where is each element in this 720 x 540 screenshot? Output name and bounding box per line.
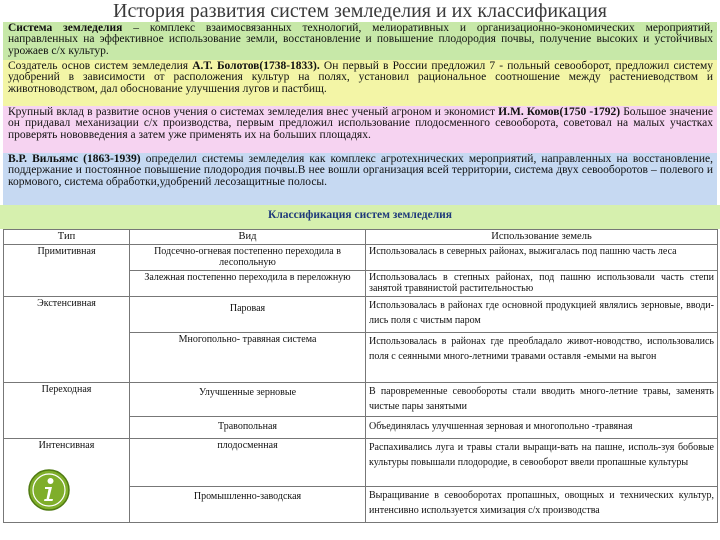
table-row xyxy=(4,297,718,333)
komov-intro: Крупный вклад в развитие основ учения о системах земледелия внес ученый агроном и экономист xyxy=(8,106,499,118)
williams-text: определил системы земледелия как комплекс агротехнических мероприятий, направленных на восстановление, поддержание и постоянное повышение плодородия почвы.В нее вошли организация всей территории, система двух севооборотов – полевого и кормового, система обработки,удобрений лесозащитные полосы. xyxy=(8,153,713,188)
use-cell: Выращивание в севооборотах пропашных, овощных и технических культур, интенсивно используется химизация с/х производства xyxy=(366,487,718,523)
table-row xyxy=(4,245,718,271)
bolotov-name: А.Т. Болотов(1738-1833). xyxy=(192,60,320,72)
komov-name: И.М. Комов(1750 -1792) xyxy=(498,106,621,118)
use-cell: Объединялась улучшенная зерновая и многопольно -травяная xyxy=(366,417,718,439)
definition-block xyxy=(3,22,717,60)
kind-cell: Подсечно-огневая постепенно переходила в лесопольную xyxy=(130,245,366,271)
kind-cell: Залежная постепенно переходила в переложную xyxy=(130,271,366,297)
header-use: Использование земель xyxy=(366,230,718,245)
classification-table-container xyxy=(3,229,717,538)
kind-cell: Улучшенные зерновые xyxy=(130,383,366,417)
table-header-row xyxy=(4,230,718,245)
use-cell: Распахивались луга и травы стали выращи-вать на пашне, исполь-зуя бобовые культуры повышали плодородие, в севооборот ввели пропашные культуры xyxy=(366,439,718,487)
kind-cell: Травопольная xyxy=(130,417,366,439)
classification-title: Классификация систем земледелия xyxy=(0,205,720,229)
type-cell: Переходная xyxy=(4,383,130,439)
page-title: История развития систем земледелия и их классификация xyxy=(113,0,607,22)
kind-cell: Многопольно- травяная система xyxy=(130,333,366,383)
use-cell: Использовалась в районах где преобладало живот-новодство, использовались поля с сеянными много-летними травами оставля -емыми на выгон xyxy=(366,333,718,383)
kind-cell: Промышленно-заводская xyxy=(130,487,366,523)
bolotov-block xyxy=(3,60,717,106)
definition-text: – комплекс взаимосвязанных технологий, мелиоративных и организационно-экономических мероприятий, направленных на эффективное использование земли, восстановление и повышение плодородия почвы, получение высоких и устойчивых урожаев с/х культур. xyxy=(8,22,714,57)
kind-cell: Паровая xyxy=(130,297,366,333)
type-cell: Экстенсивная xyxy=(4,297,130,383)
header-type: Тип xyxy=(4,230,130,245)
type-cell: Интенсивная xyxy=(4,439,130,523)
classification-table xyxy=(3,229,718,523)
bolotov-intro: Создатель основ систем земледелия xyxy=(8,60,193,72)
info-icon xyxy=(28,469,70,511)
bolotov-text: Он первый в России предложил 7 - польный севооборот, предложил систему удобрений в зависимости от расположения культур на полях, установил рациональное соотношение между растениеводством и животноводством, дал обоснование улучшения лугов и пастбищ. xyxy=(8,60,713,95)
komov-block xyxy=(3,106,717,153)
use-cell: Использовалась в районах где основной продукцией являлись зерновые, вводи-лись поля с чистым паром xyxy=(366,297,718,333)
use-cell: Использовалась в северных районах, выжигалась под пашню часть леса xyxy=(366,245,718,271)
komov-text: Большое значение он придавал механизации с/х производства, первым предложил использование плодосменного севооборота, советовал на малых участках проверять нововведения а затем уже применять их на больших площадях. xyxy=(8,106,713,141)
use-cell: В паровременные севообороты стали вводить много-летние травы, заменять чистые пары занятыми xyxy=(366,383,718,417)
table-row xyxy=(4,383,718,417)
header-kind: Вид xyxy=(130,230,366,245)
williams-block xyxy=(3,153,717,205)
table-row xyxy=(4,439,718,487)
williams-name: В.Р. Вильямс (1863-1939) xyxy=(8,153,141,165)
definition-term: Система земледелия xyxy=(8,22,123,34)
type-cell: Примитивная xyxy=(4,245,130,297)
use-cell: Использовалась в степных районах, под пашню использовали часть степи занятой травянистой растительностью xyxy=(366,271,718,297)
kind-cell: плодосменная xyxy=(130,439,366,487)
